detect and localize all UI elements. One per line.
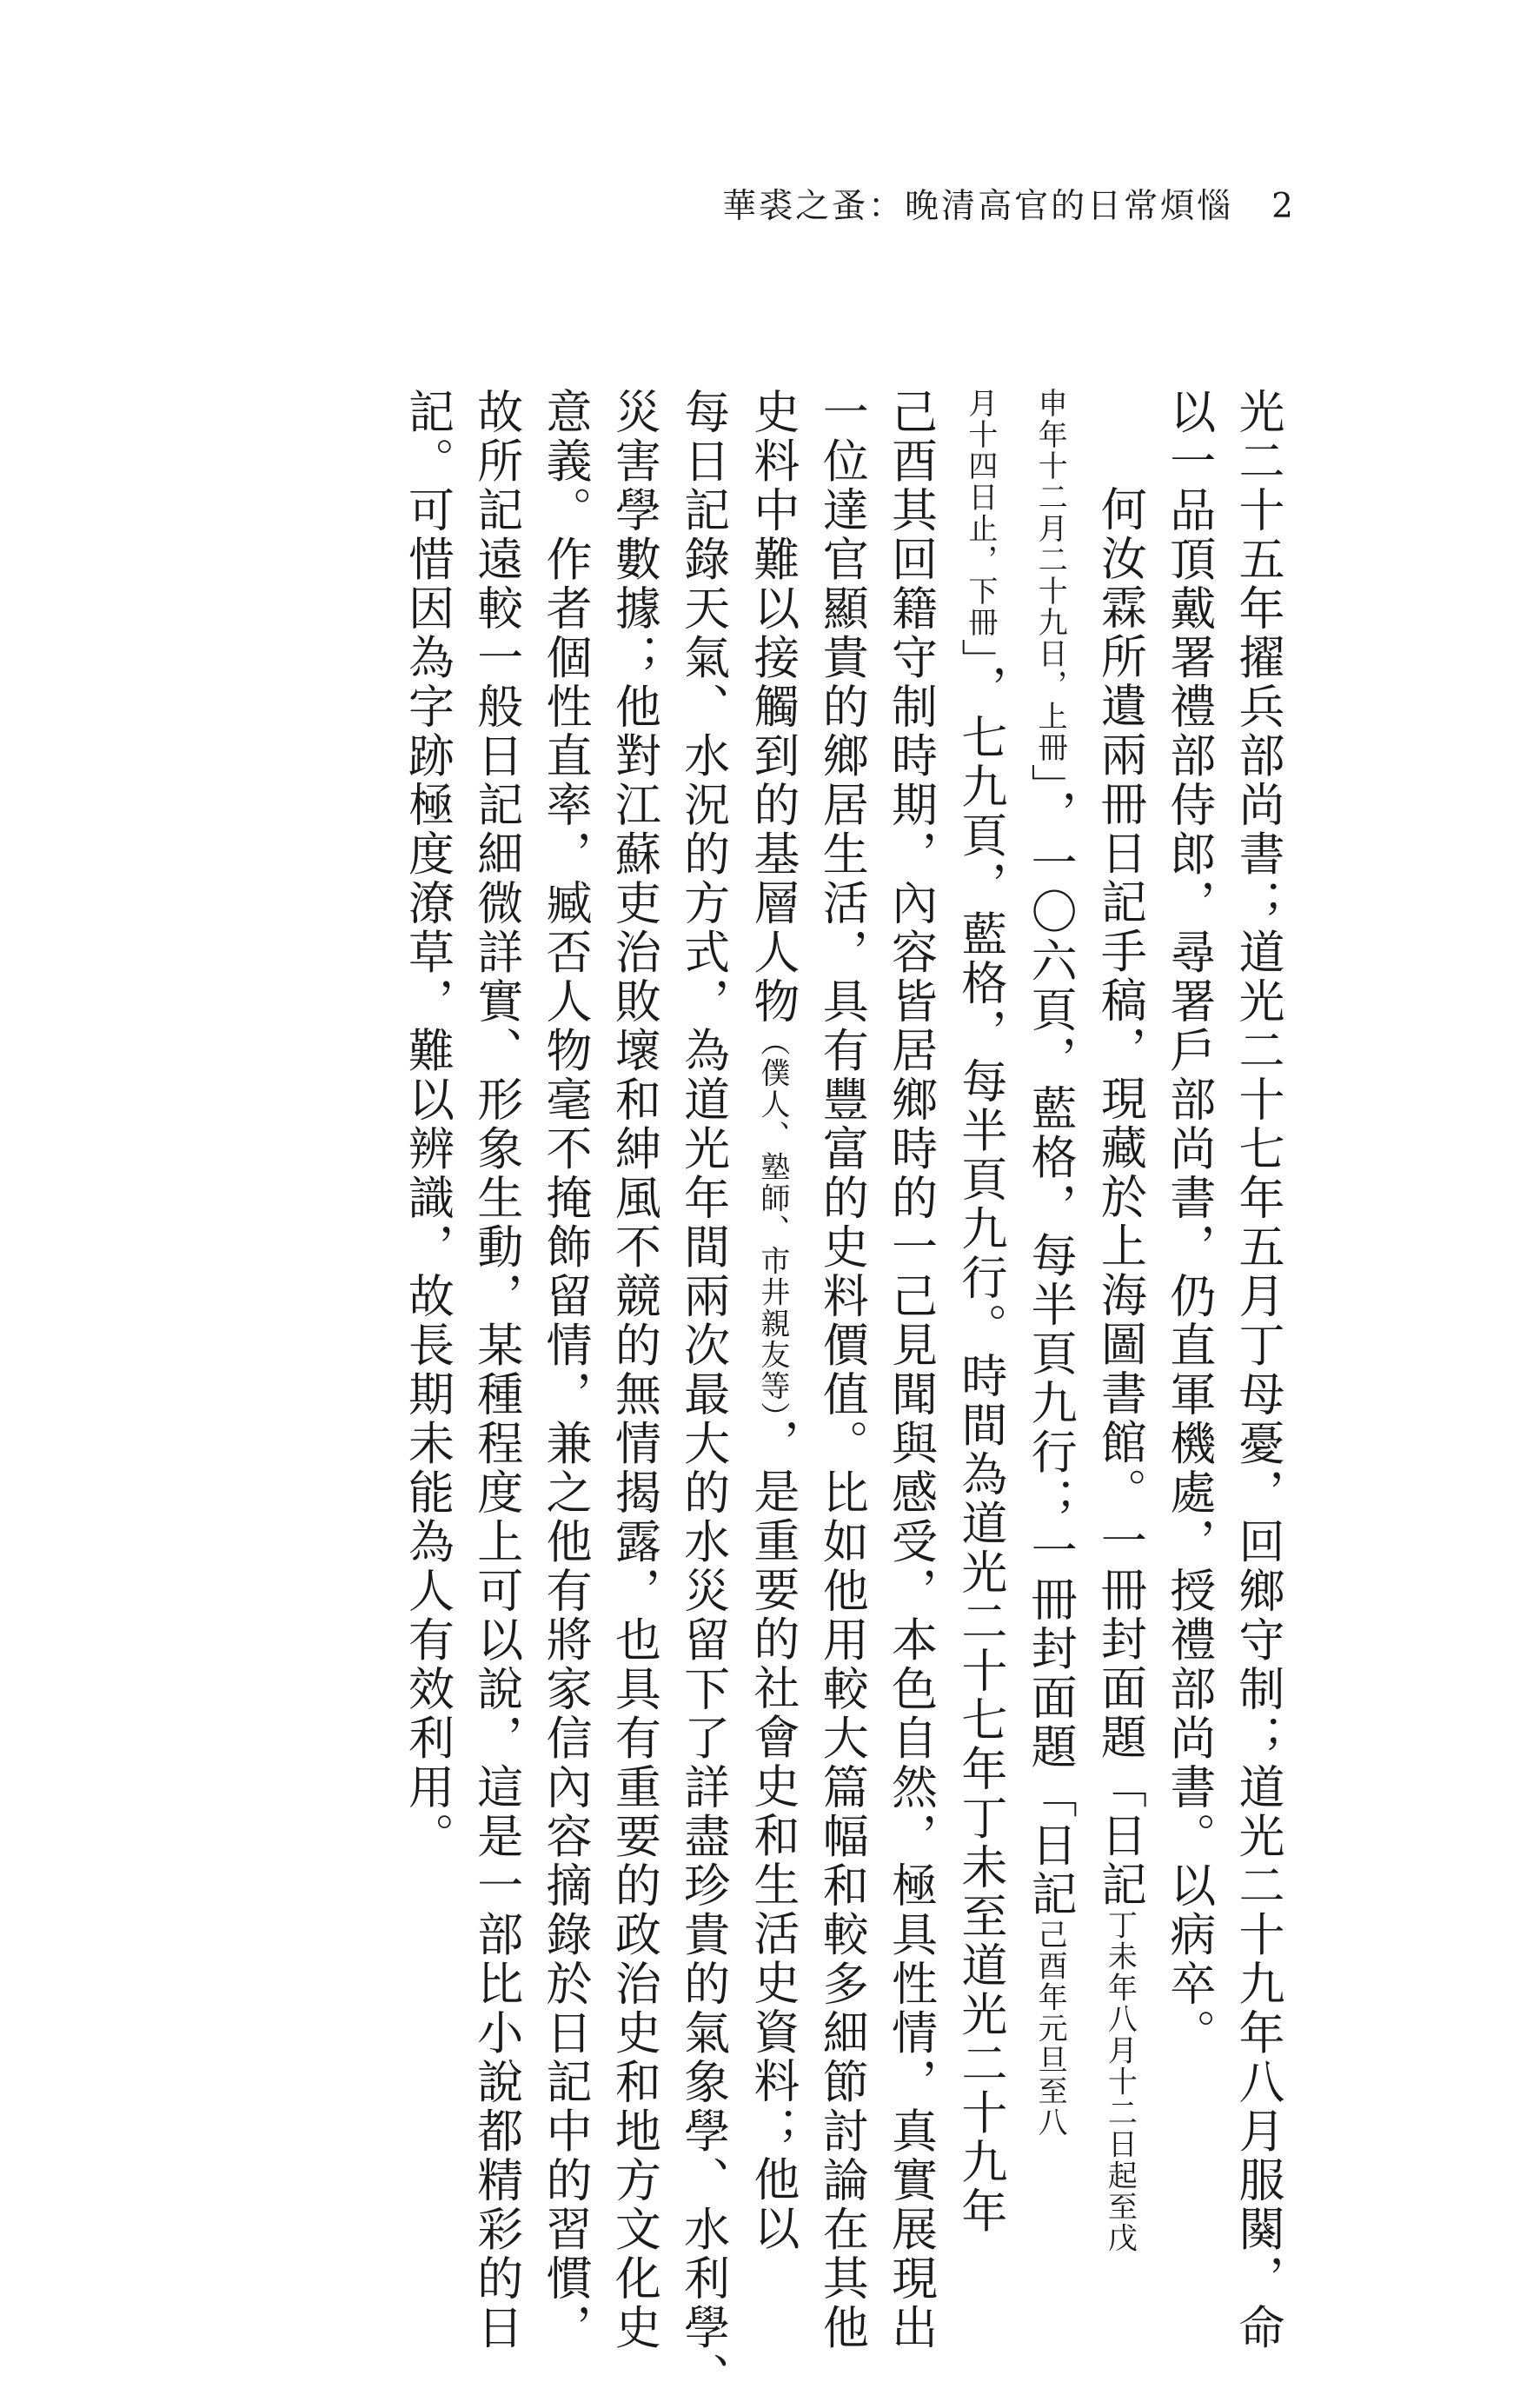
text-segment: 每日記錄天氣、水況的方式，為道光年間兩次最大的水災留下了詳盡珍貴的氣象學、水利學、 bbox=[676, 388, 730, 2402]
text-column bbox=[876, 388, 945, 2352]
vertical-body-text bbox=[397, 388, 1292, 2402]
text-segment: 」，一〇六頁，藍格，每半頁九行；一冊封面題「日記 bbox=[1024, 763, 1078, 1920]
book-title: 華裘之蚤：晚清高官的日常煩惱 bbox=[722, 187, 1234, 226]
text-segment: 一位達官顯貴的鄉居生活，具有豐富的史料價值。比如他用較大篇幅和較多細節討論在其他 bbox=[815, 388, 869, 2352]
page-number: 2 bbox=[1271, 187, 1293, 226]
text-column bbox=[531, 388, 600, 2352]
text-column bbox=[1085, 388, 1154, 2254]
text-column bbox=[946, 388, 1015, 2236]
text-column bbox=[600, 388, 668, 2352]
text-segment: 以一品頂戴署禮部侍郎，尋署戶部尚書，仍直軍機處，授禮部尚書。以病卒。 bbox=[1162, 388, 1216, 2058]
inline-note: （僕人、塾師、市井親友等） bbox=[754, 1026, 790, 1419]
text-column bbox=[461, 388, 530, 2352]
inline-note: 己酉年元旦至八 bbox=[1032, 1919, 1068, 2139]
text-segment: 」，七九頁，藍格，每半頁九行。時間為道光二十七年丁未至道光二十九年 bbox=[953, 638, 1007, 2236]
inline-note: 月十四日止，下冊 bbox=[962, 388, 998, 638]
text-segment: 故所記遠較一般日記細微詳實、形象生動，某種程度上可以說，這是一部比小說都精彩的日 bbox=[469, 388, 523, 2352]
inline-note: 申年十二月二十九日，上冊 bbox=[1032, 388, 1068, 763]
text-column bbox=[1224, 388, 1292, 2352]
text-segment: ，是重要的社會史和生活史資料；他以 bbox=[746, 1418, 800, 2253]
text-column bbox=[393, 388, 461, 1861]
text-segment: 己酉其回籍守制時期，內容皆居鄉時的一己見聞與感受，本色自然，極具性情，真實展現出 bbox=[884, 388, 938, 2352]
running-header bbox=[722, 184, 1293, 230]
text-segment: 何汝霖所遺兩冊日記手稿，現藏於上海圖書館。一冊封面題「日記 bbox=[1093, 485, 1147, 1910]
text-segment: 史料中難以接觸到的基層人物 bbox=[746, 388, 800, 1027]
text-segment: 意義。作者個性直率，臧否人物毫不掩飾留情，兼之他有將家信內容摘錄於日記中的習慣， bbox=[539, 388, 593, 2352]
text-segment: 記。可惜因為字跡極度潦草，難以辨識，故長期未能為人有效利用。 bbox=[401, 388, 455, 1861]
text-column bbox=[1015, 388, 1085, 2139]
text-segment: 災害學數據；他對江蘇吏治敗壞和紳風不競的無情揭露，也具有重要的政治史和地方文化史 bbox=[607, 388, 661, 2352]
text-column bbox=[738, 388, 807, 2253]
text-column bbox=[807, 388, 876, 2352]
text-column bbox=[1154, 388, 1223, 2058]
inline-note: 丁未年八月十二日起至戊 bbox=[1102, 1909, 1138, 2254]
text-column bbox=[668, 388, 737, 2402]
text-segment: 光二十五年擢兵部尚書；道光二十七年五月丁母憂，回鄉守制；道光二十九年八月服闋，命 bbox=[1231, 388, 1284, 2352]
